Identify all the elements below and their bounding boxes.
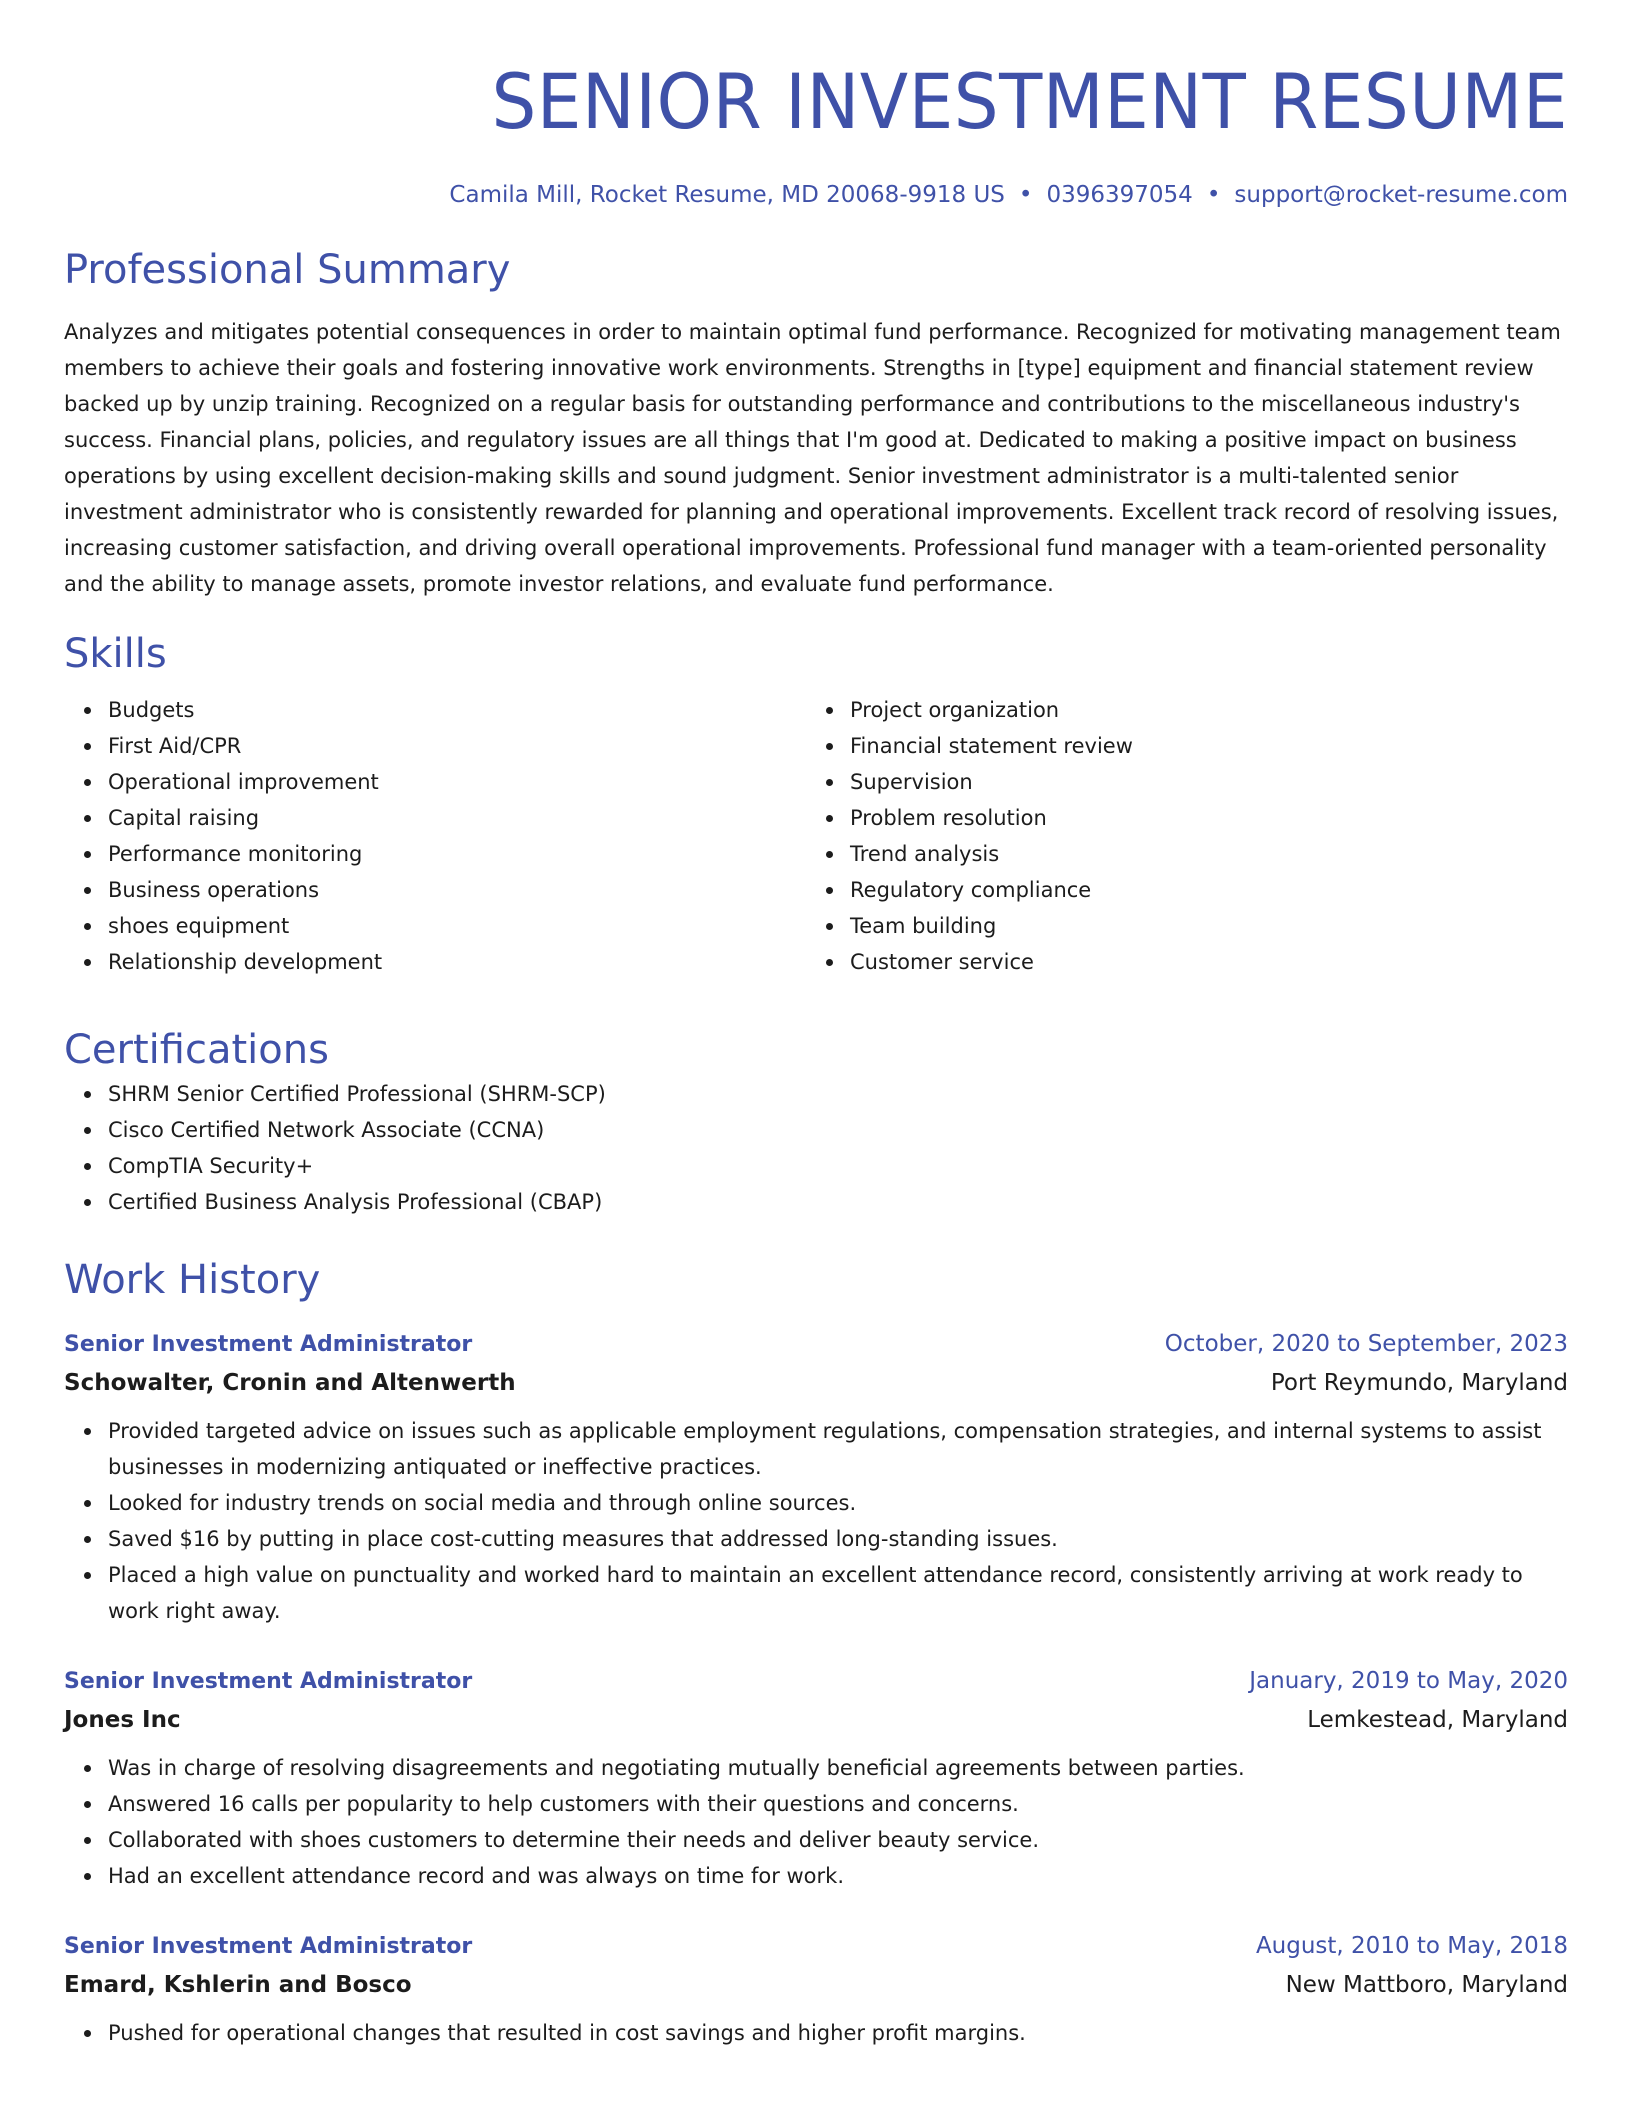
job-bullet: Provided targeted advice on issues such as applicable employment regulations, compensation strategies, and internal systems to assist businesses in modernizing antiquated or ineffective practices. (108, 1413, 1568, 1485)
contact-line (64, 180, 1568, 210)
contact-phone: 0396397054 (1046, 182, 1193, 208)
job-bullets (64, 2015, 1568, 2051)
skill-item: Business operations (108, 872, 806, 908)
job-dates: August, 2010 to May, 2018 (1255, 1933, 1568, 1959)
job-role: Senior Investment Administrator (64, 1669, 473, 1694)
certification-item: Certified Business Analysis Professional (CBAP) (108, 1184, 1568, 1220)
skill-item: Capital raising (108, 800, 806, 836)
job-bullets (64, 1750, 1568, 1894)
job-company: Schowalter, Cronin and Altenwerth (64, 1370, 516, 1396)
certifications-heading: Certifications (64, 1027, 329, 1073)
certification-item: CompTIA Security+ (108, 1148, 1568, 1184)
job-header-row (64, 1326, 1568, 1363)
job-bullet: Placed a high value on punctuality and worked hard to maintain an excellent attendance record, consistently arriving at work ready to work right away. (108, 1557, 1568, 1629)
skill-item: Problem resolution (850, 800, 1548, 836)
summary-text: Analyzes and mitigates potential consequences in order to maintain optimal fund performance. Recognized for motivating management team members to achieve their goals and fostering innovative work environments. Strengths in [type] equipment and financial statement review backed up by unzip training. Recognized on a regular basis for outstanding performance and contributions to the miscellaneous industry's success. Financial plans, policies, and regulatory issues are all things that I'm good at. Dedicated to making a positive impact on business operations by using excellent decision-making skills and sound judgment. Senior investment administrator is a multi-talented senior investment administrator who is consistently rewarded for planning and operational improvements. Excellent track record of resolving issues, increasing customer satisfaction, and driving overall operational improvements. Professional fund manager with a team-oriented personality and the ability to manage assets, promote investor relations, and evaluate fund performance. (64, 320, 1561, 596)
job-bullet: Had an excellent attendance record and was always on time for work. (108, 1858, 1568, 1894)
contact-separator: • (1018, 182, 1033, 208)
skill-item: Performance monitoring (108, 836, 806, 872)
job-bullet: Pushed for operational changes that resulted in cost savings and higher profit margins. (108, 2015, 1568, 2051)
job-company: Emard, Kshlerin and Bosco (64, 1972, 412, 1998)
skills-list-right (806, 692, 1548, 980)
job-entry (64, 1928, 1568, 2051)
job-dates: January, 2019 to May, 2020 (1249, 1668, 1568, 1694)
skill-item: Budgets (108, 692, 806, 728)
job-company: Jones Inc (64, 1707, 181, 1733)
skill-item: Regulatory compliance (850, 872, 1548, 908)
contact-email[interactable]: support@rocket-resume.com (1234, 182, 1568, 208)
job-location: Lemkestead, Maryland (1307, 1707, 1568, 1733)
skill-item: shoes equipment (108, 908, 806, 944)
certifications-list (64, 1076, 1568, 1220)
job-bullet: Was in charge of resolving disagreements and negotiating mutually beneficial agreements between parties. (108, 1750, 1568, 1786)
job-location: Port Reymundo, Maryland (1270, 1370, 1568, 1396)
skills-grid (64, 692, 1568, 980)
job-bullet: Answered 16 calls per popularity to help customers with their questions and concerns. (108, 1786, 1568, 1822)
skill-item: Customer service (850, 944, 1548, 980)
job-dates: October, 2020 to September, 2023 (1164, 1331, 1568, 1357)
job-role: Senior Investment Administrator (64, 1332, 473, 1357)
certification-item: Cisco Certified Network Associate (CCNA) (108, 1112, 1568, 1148)
summary-heading: Professional Summary (64, 247, 511, 293)
skill-item: Trend analysis (850, 836, 1548, 872)
skill-item: Relationship development (108, 944, 806, 980)
job-role: Senior Investment Administrator (64, 1934, 473, 1959)
skills-list-left (64, 692, 806, 980)
skill-item: Operational improvement (108, 764, 806, 800)
job-header-row (64, 1928, 1568, 1965)
job-bullet: Looked for industry trends on social media and through online sources. (108, 1485, 1568, 1521)
skill-item: First Aid/CPR (108, 728, 806, 764)
job-company-row (64, 1700, 1568, 1740)
certification-item: SHRM Senior Certified Professional (SHRM-SCP) (108, 1076, 1568, 1112)
job-entry (64, 1663, 1568, 1894)
skill-item: Team building (850, 908, 1548, 944)
job-bullet: Saved $16 by putting in place cost-cutting measures that addressed long-standing issues. (108, 1521, 1568, 1557)
skills-heading: Skills (64, 631, 167, 677)
skill-item: Project organization (850, 692, 1548, 728)
job-company-row (64, 1965, 1568, 2005)
work-history-heading: Work History (64, 1257, 321, 1303)
job-entry (64, 1326, 1568, 1629)
resume-title: SENIOR INVESTMENT RESUME (491, 57, 1568, 146)
job-bullet: Collaborated with shoes customers to determine their needs and deliver beauty service. (108, 1822, 1568, 1858)
skill-item: Financial statement review (850, 728, 1548, 764)
contact-address: Camila Mill, Rocket Resume, MD 20068-9918 US (449, 182, 1005, 208)
job-location: New Mattboro, Maryland (1285, 1972, 1568, 1998)
skill-item: Supervision (850, 764, 1548, 800)
job-company-row (64, 1363, 1568, 1403)
job-bullets (64, 1413, 1568, 1629)
resume-header (64, 52, 1568, 210)
job-header-row (64, 1663, 1568, 1700)
contact-separator: • (1206, 182, 1221, 208)
